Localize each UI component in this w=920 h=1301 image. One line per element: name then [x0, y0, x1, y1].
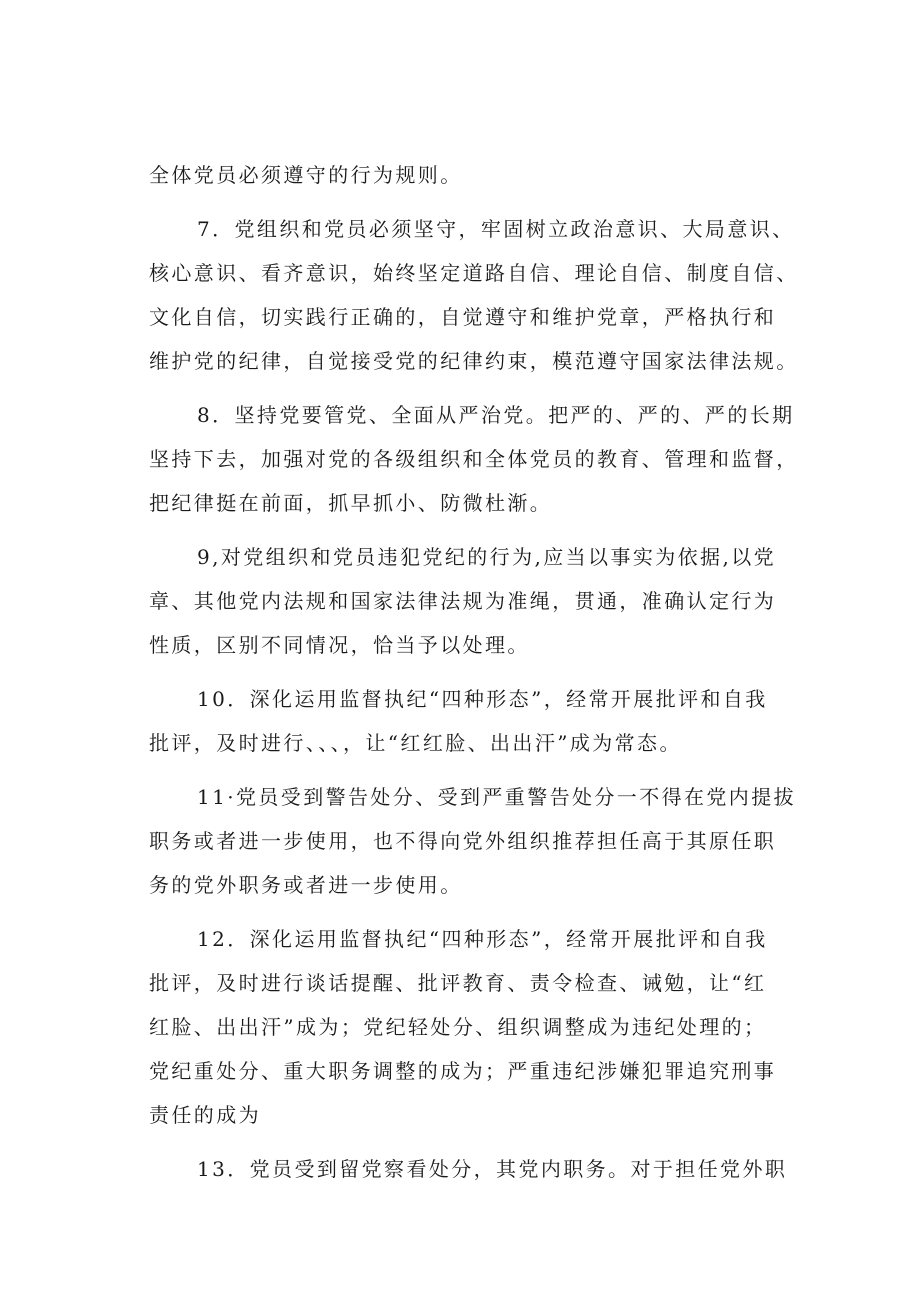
paragraph-9	[149, 535, 809, 667]
text-line: 章、其他党内法规和国家法律法规为准绳，贯通，准确认定行为	[149, 589, 777, 613]
paragraph-6-continuation	[149, 153, 809, 197]
text-line: 10．深化运用监督执纪“四种形态”，经常开展批评和自我	[197, 687, 768, 711]
paragraph-13	[149, 1147, 809, 1191]
text-line: 7．党组织和党员必须坚守，牢固树立政治意识、大局意识、	[197, 217, 795, 241]
text-line: 8．坚持党要管党、全面从严治党。把严的、严的、严的长期	[197, 403, 795, 427]
text-line: 维护党的纪律，自觉接受党的纪律约束，模范遵守国家法律法规。	[149, 349, 799, 373]
text-line: 批评，及时进行谈话提醒、批评教育、责令检查、诫勉，让“红	[149, 971, 767, 995]
text-line: 务的党外职务或者进一步使用。	[149, 873, 463, 897]
paragraph-10	[149, 677, 809, 765]
text-line: 11·党员受到警告处分、受到严重警告处分一不得在党内提拔	[197, 785, 797, 809]
paragraph-7	[149, 207, 809, 383]
text-line: 性质，区别不同情况，恰当予以处理。	[149, 633, 530, 657]
text-line: 党纪重处分、重大职务调整的成为；严重违纪涉嫌犯罪追究刑事	[149, 1059, 777, 1083]
document-body	[149, 153, 809, 1191]
paragraph-11	[149, 775, 809, 907]
text-line: 职务或者进一步使用，也不得向党外组织推荐担任高于其原任职	[149, 829, 777, 853]
paragraph-8	[149, 393, 809, 525]
text-line: 坚持下去，加强对党的各级组织和全体党员的教育、管理和监督，	[149, 447, 799, 471]
text-line: 把纪律挺在前面，抓早抓小、防微杜渐。	[149, 491, 553, 515]
paragraph-12	[149, 917, 809, 1137]
text-line: 文化自信，切实践行正确的，自觉遵守和维护党章，严格执行和	[149, 305, 777, 329]
text-line: 12．深化运用监督执纪“四种形态”，经常开展批评和自我	[197, 927, 768, 951]
text-line: 核心意识、看齐意识，始终坚定道路自信、理论自信、制度自信、	[149, 261, 799, 285]
text-line: 红脸、出出汗”成为；党纪轻处分、组织调整成为违纪处理的；	[149, 1015, 767, 1039]
text-line: 批评，及时进行、、、，让“红红脸、出出汗”成为常态。	[149, 731, 682, 755]
text-line: 9,对党组织和党员违犯党纪的行为,应当以事实为依据,以党	[197, 545, 776, 569]
text-line: 责任的成为	[149, 1103, 261, 1127]
text-line: 全体党员必须遵守的行为规则。	[149, 163, 463, 187]
text-line: 13．党员受到留党察看处分，其党内职务。对于担任党外职	[197, 1157, 788, 1181]
